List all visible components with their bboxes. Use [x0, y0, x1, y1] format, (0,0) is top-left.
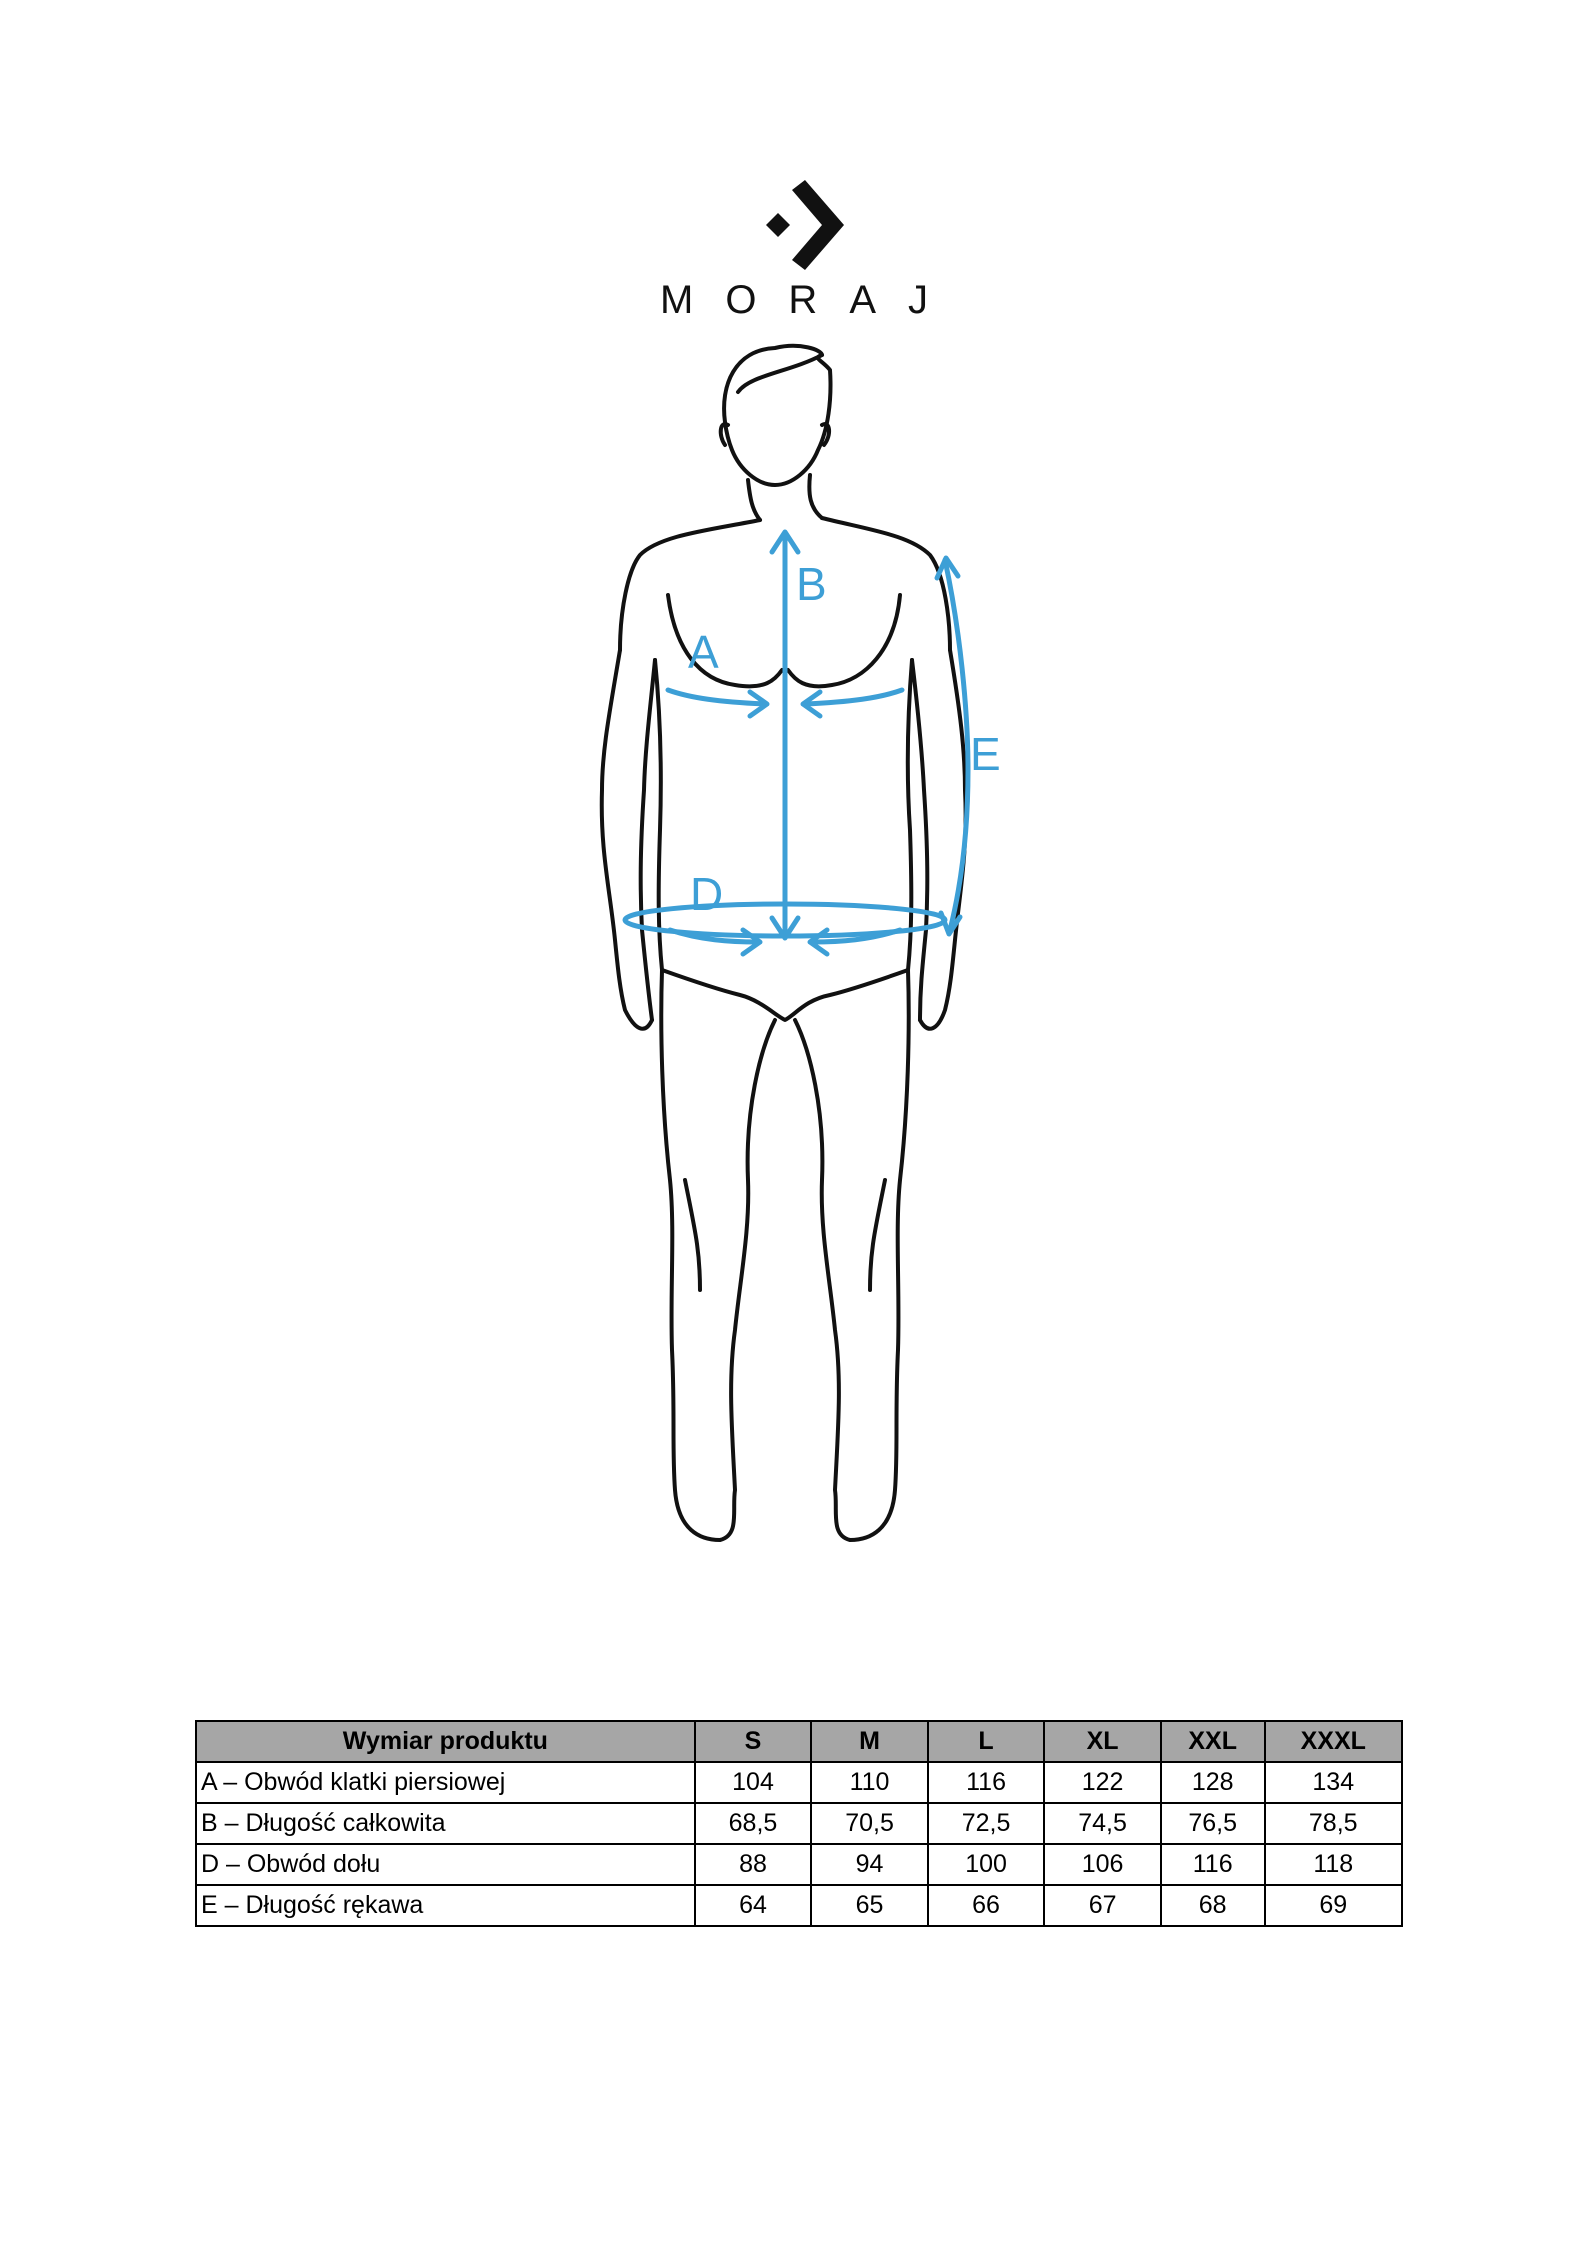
table-cell: 65	[811, 1885, 928, 1926]
table-row	[196, 1762, 1402, 1803]
dimension-label: A – Obwód klatki piersiowej	[196, 1762, 695, 1803]
table-cell: 128	[1161, 1762, 1265, 1803]
table-header-row	[196, 1721, 1402, 1762]
table-cell: 68	[1161, 1885, 1265, 1926]
table-cell: 116	[1161, 1844, 1265, 1885]
table-row	[196, 1803, 1402, 1844]
brand-name: MORAJ	[660, 278, 960, 322]
table-cell: 118	[1265, 1844, 1403, 1885]
table-cell: 66	[928, 1885, 1045, 1926]
table-cell: 72,5	[928, 1803, 1045, 1844]
table-cell: 134	[1265, 1762, 1403, 1803]
table-cell: 64	[695, 1885, 812, 1926]
table-cell: 100	[928, 1844, 1045, 1885]
table-cell: 110	[811, 1762, 928, 1803]
measurement-figure	[560, 330, 1060, 1560]
header-size: M	[811, 1721, 928, 1762]
size-table	[195, 1720, 1403, 1927]
table-cell: 94	[811, 1844, 928, 1885]
brand-logo	[0, 150, 1588, 330]
dimension-label: D – Obwód dołu	[196, 1844, 695, 1885]
dimension-label: B – Długość całkowita	[196, 1803, 695, 1844]
table-cell: 74,5	[1044, 1803, 1161, 1844]
dimension-label: E – Długość rękawa	[196, 1885, 695, 1926]
header-size: XL	[1044, 1721, 1161, 1762]
moraj-arrow-mark-icon	[754, 180, 844, 270]
label-e: E	[970, 728, 1001, 780]
table-cell: 88	[695, 1844, 812, 1885]
header-size: S	[695, 1721, 812, 1762]
label-a: A	[688, 626, 719, 678]
table-cell: 116	[928, 1762, 1045, 1803]
label-b: B	[796, 558, 827, 610]
table-cell: 106	[1044, 1844, 1161, 1885]
table-cell: 76,5	[1161, 1803, 1265, 1844]
male-body-outline-icon	[560, 330, 1060, 1560]
table-row	[196, 1885, 1402, 1926]
table-cell: 67	[1044, 1885, 1161, 1926]
header-size: XXXL	[1265, 1721, 1403, 1762]
table-row	[196, 1844, 1402, 1885]
table-cell: 78,5	[1265, 1803, 1403, 1844]
header-dimension: Wymiar produktu	[196, 1721, 695, 1762]
table-cell: 122	[1044, 1762, 1161, 1803]
table-cell: 70,5	[811, 1803, 928, 1844]
table-cell: 104	[695, 1762, 812, 1803]
table-cell: 69	[1265, 1885, 1403, 1926]
header-size: L	[928, 1721, 1045, 1762]
table-cell: 68,5	[695, 1803, 812, 1844]
header-size: XXL	[1161, 1721, 1265, 1762]
label-d: D	[690, 868, 724, 920]
